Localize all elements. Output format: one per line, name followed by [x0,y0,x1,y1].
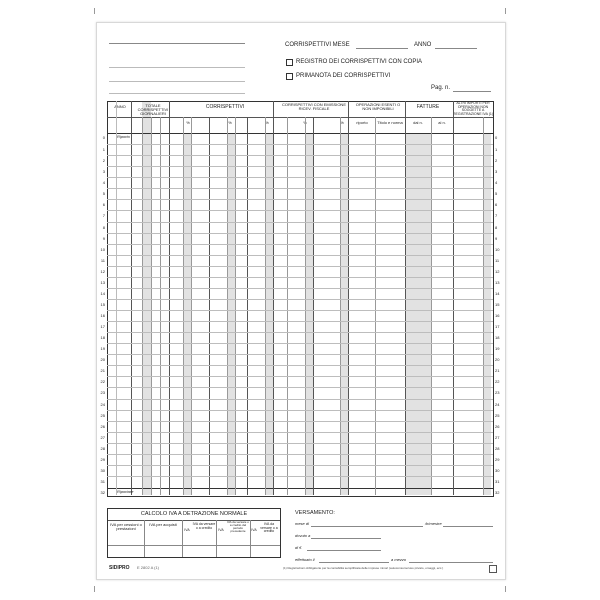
row-num-right: 32 [495,490,500,495]
versamento-effettuato: effettuato il [295,557,315,562]
versamento-dovuto: dovuto a [295,533,311,538]
versamento-mese: mese di [295,521,310,526]
effettuato-field[interactable] [319,562,389,563]
pct-1: % [186,120,190,125]
table-row [107,365,493,366]
row-num-left: 21 [100,368,105,374]
riporto-label: Riporto [117,134,130,139]
mese-field[interactable] [311,526,423,527]
col-fatture: FATTURE [416,104,440,110]
row-num-right: 12 [495,268,500,274]
table-row [107,188,493,189]
table-row [107,454,493,455]
row-num-left: 13 [100,279,105,285]
row-num-right: 9 [495,235,498,241]
col-esenti: OPERAZIONI ESENTI O NON IMPONIBILI [355,102,401,112]
row-num-left: 2 [102,158,105,164]
row-num-right: 2 [495,158,498,164]
versamento-mezzo: a mezzo [391,557,407,562]
row-num-left: 3 [102,169,105,175]
crop-mark [94,586,95,592]
row-num-left: 27 [100,434,105,440]
calcolo-col-2: IVA per acquisti [149,522,177,527]
row-num-right: 18 [495,335,500,341]
pct-2: % [228,120,232,125]
row-num-right: 22 [495,379,500,385]
calcolo-iva-a: IVA [184,528,190,532]
table-row [107,310,493,311]
row-num-left: 28 [100,445,105,451]
table-row [107,476,493,477]
row-num-left: 22 [100,379,105,385]
col-anno: ANNO [114,104,126,109]
row-num-right: 0 [495,135,498,140]
calcolo-col-4: IVA da versare o a credito del periodo precedente [227,520,249,534]
row-num-right: 28 [495,445,500,451]
mezzo-field[interactable] [409,562,493,563]
row-num-right: 17 [495,324,500,329]
table-row [107,233,493,234]
al-col: al n. [438,120,446,125]
col-corrispettivi: CORRISPETTIVI [205,104,245,110]
row-num-left: 6 [102,202,105,208]
crop-mark [505,586,506,592]
euro-field[interactable] [307,550,381,551]
table-row [107,387,493,388]
register-form-sheet [96,22,506,580]
row-num-left: 5 [102,191,105,197]
table-row [107,144,493,145]
row-num-right: 8 [495,224,498,230]
table-row [107,410,493,411]
row-num-right: 25 [495,412,500,418]
row-num-right: 23 [495,390,500,396]
trimestre-field[interactable] [443,526,493,527]
pct-5: % [340,120,344,125]
row-num-right: 1 [495,147,498,152]
col-totale: TOTALE CORRISPETTIVI GIORNALIERI [137,103,169,117]
crop-mark [94,8,95,14]
year-label: ANNO [414,42,432,48]
row-num-left: 16 [100,313,105,318]
table-row [107,266,493,267]
table-row [107,177,493,178]
row-num-right: 14 [495,290,500,296]
row-num-right: 21 [495,368,500,374]
row-num-left: 32 [100,490,105,495]
row-num-left: 4 [102,180,105,186]
row-num-left: 29 [100,456,105,462]
row-num-left: 24 [100,401,105,407]
table-row [107,443,493,444]
row-num-right: 29 [495,456,500,462]
row-num-left: 10 [100,246,105,252]
calcolo-col-1: IVA per cessioni o prestazioni [110,522,142,532]
option-primanota: PRIMANOTA DEI CORRISPETTIVI [296,73,391,79]
versamento-euro: di € [295,545,302,550]
row-num-left: 19 [100,346,105,352]
table-row [107,332,493,333]
calcolo-col-5: IVA da versare o a credito [260,522,278,534]
row-num-right: 24 [495,401,500,407]
row-num-left: 25 [100,412,105,418]
table-row [107,299,493,300]
table-row [107,465,493,466]
row-num-right: 19 [495,346,500,352]
col-altri-importi: ALTRI IMPORTI PER OPERAZIONI NON SOGGETTE A REGISTRAZIONE IVA (1) [453,101,493,117]
row-num-right: 10 [495,246,500,252]
table-row [107,343,493,344]
calcolo-iva-c: IVA [251,528,257,532]
riporto-col: riporto [356,120,368,125]
page-label: Pag. n. [431,85,451,91]
corrispettivi-table [97,23,505,579]
row-num-left: 30 [100,467,105,473]
row-num-right: 16 [495,313,500,318]
row-num-left: 15 [100,301,105,307]
versamento-title: VERSAMENTO: [295,510,335,516]
row-num-left: 31 [100,478,105,484]
row-num-left: 12 [100,268,105,274]
row-num-right: 7 [495,213,498,219]
versamento-trimestre: /trimestre [425,521,442,526]
row-num-left: 20 [100,357,105,363]
row-num-right: 6 [495,202,498,208]
row-num-left: 26 [100,423,105,429]
row-num-right: 31 [495,478,500,484]
table-row [107,155,493,156]
row-num-right: 27 [495,434,500,440]
calcolo-title: CALCOLO IVA A DETRAZIONE NORMALE [140,511,248,517]
brand-logo: SIDIPRO [109,565,130,571]
row-num-right: 15 [495,301,500,307]
form-code: E 2802 A (1) [137,565,160,570]
row-num-left: 7 [102,213,105,219]
table-row [107,432,493,433]
table-row [107,222,493,223]
table-row [107,210,493,211]
col-ricevuta: CORRISPETTIVI CON EMISSIONE RICEV. FISCALE [281,102,346,112]
pct-4: % [303,120,307,125]
row-num-right: 5 [495,191,498,197]
row-num-left: 17 [100,324,105,329]
table-row [107,288,493,289]
row-num-right: 3 [495,169,498,175]
dal-col: dal n. [413,120,423,125]
row-num-right: 13 [495,279,500,285]
dovuto-field[interactable] [311,538,381,539]
title-line: CORRISPETTIVI MESE [285,42,350,48]
table-row [107,399,493,400]
pct-3: % [265,120,269,125]
option-registro: REGISTRO DEI CORRISPETTIVI CON COPIA [296,59,423,65]
row-num-right: 11 [495,257,500,263]
footnote: (1) Registrazioni obbligatorie per la contabilità semplificata delle imprese minori (autoconsumo/uso privato, omaggi, ecc.) [283,566,444,570]
calcolo-iva-b: IVA [218,528,224,532]
table-row [107,421,493,422]
crop-mark [505,8,506,14]
calcolo-iva-box [107,508,281,558]
table-row [107,166,493,167]
riportare-label: Riportare [117,489,134,494]
row-num-left: 1 [102,147,105,152]
table-row [107,255,493,256]
row-num-left: 8 [102,224,105,230]
row-num-right: 4 [495,180,498,186]
titolo-col: Titolo e norma [377,120,403,125]
calcolo-col-3: IVA da versare o a credito [192,522,216,530]
table-row [107,376,493,377]
table-row [107,354,493,355]
page-corner-box [489,565,497,573]
row-num-right: 20 [495,357,500,363]
row-num-left: 14 [100,290,105,296]
row-num-left: 18 [100,335,105,341]
row-num-left: 23 [100,390,105,396]
table-row [107,199,493,200]
row-num-right: 30 [495,467,500,473]
table-row [107,321,493,322]
row-num-left: 11 [100,257,105,263]
row-num-left: 0 [102,135,105,140]
table-row [107,244,493,245]
table-row [107,277,493,278]
row-num-left: 9 [102,235,105,241]
row-num-right: 26 [495,423,500,429]
